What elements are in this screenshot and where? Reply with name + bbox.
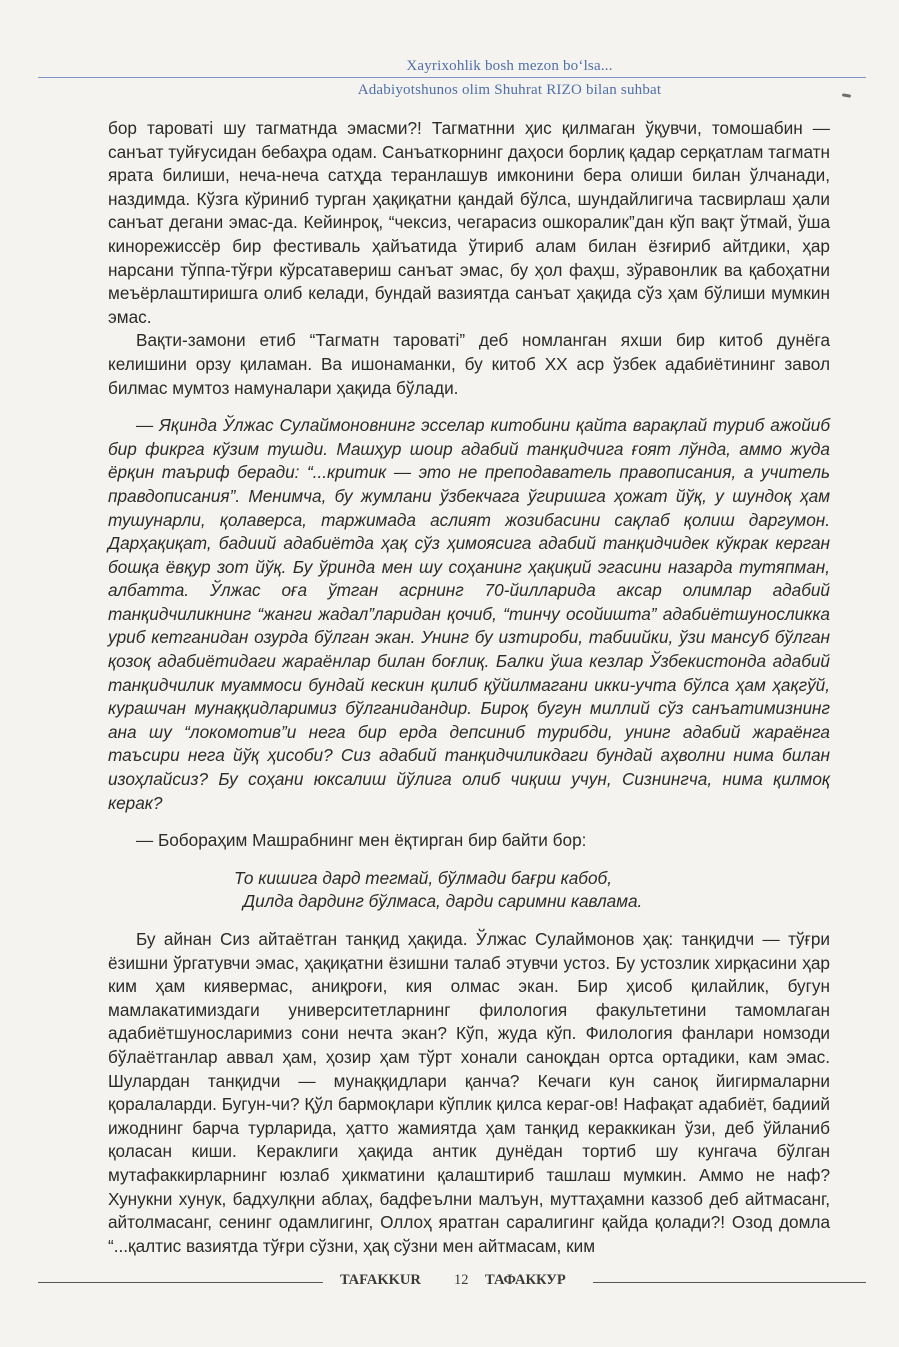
footer-rule-left	[38, 1282, 323, 1283]
interview-question: — Яқинда Ўлжас Сулаймоновнинг эсселар китобини қайта варақлай туриб ажойиб бир фикрга кўзим тушди. Машҳур шоир адабий танқидчига ғоят лўнда, аммо жуда ёрқин таъриф беради: “...критик — это не преподаватель правописания, а учитель правдописания”. Менимча, бу жумлани ўзбекчага ўгиришга ҳожат йўқ, у шундоқ ҳам тушунарли, қолаверса, таржимада аслият жозибасини сақлаб қолиш даргумон. Дарҳақиқат, бадиий адабиётда ҳақ сўз ҳимоясига адабий танқидчидек кўкрак керган бошқа ёвқур зот йўқ. Бу ўринда мен шу соҳанинг ҳақиқий эгасини назарда тутяпман, албатта. Ўлжас оға ўтган асрнинг 70-йилларида аксар олимлар адабий танқидчиликнинг “жанги жадал”ларидан қочиб, “тинчу осойишта” адабиётшуносликка уриб кетганидан озурда бўлган экан. Унинг бу изтироби, табиийки, ўзи мансуб бўлган қозоқ адабиётидаги жараёнлар билан боғлиқ. Балки ўша кезлар Ўзбекистонда адабий танқидчилик муаммоси бундай кескин қилиб қўйилмагани икки-учта бўлса ҳам ҳақгўй, курашчан мунаққидларимиз бўлганидандир. Бироқ бугун миллий сўз санъатимизнинг ана шу “локомотив”и нега бир ерда депсиниб турибди, унинг адабий жараёнга таъсири нега йўқ ҳисоби? Сиз адабий танқидчиликдаги бундай аҳволни нима билан изоҳлайсиз? Бу соҳани юксалиш йўлига олиб чиқиш учун, Сизнингча, нима қилмоқ керак?	[108, 415, 830, 813]
page-footer	[38, 1272, 866, 1292]
running-title-interview: Adabiyotshunos olim Shuhrat RIZO bilan suhbat	[357, 82, 662, 98]
magazine-name-cyrillic: ТАФАККУР	[485, 1272, 566, 1288]
page-number: 12	[454, 1272, 469, 1288]
verse-line: То кишига дард тегмай, бўлмади бағри кабоб,	[234, 867, 612, 888]
footer-rule-right	[593, 1282, 866, 1283]
interview-answer-intro: — Бобораҳим Машрабнинг мен ёқтирган бир байти бор:	[136, 830, 587, 851]
verse-couplet	[108, 867, 830, 914]
article-body	[108, 117, 830, 1258]
header-divider	[38, 77, 866, 78]
paragraph: бор тароватi шу тагматнда эмасми?! Тагматнни ҳис қилмаган ўқувчи, томошабин — санъат туйғусидан бебаҳра одам. Санъаткорнинг даҳоси борлиқ қадар серқатлам тагматн ярата билиши, неча-неча сатҳда теранлашув имконини бера олиши билан ўлчанади, наздимда. Кўзга кўриниб турган ҳақиқатни қандай бўлса, шундайлигича тасвирлаш ҳали санъат дегани эмас-да. Кейинроқ, “чексиз, чегарасиз ошкоралик”дан кўп вақт ўтмай, ўша кинорежиссёр бир фестиваль ҳайъатида ўтириб алам билан ёзғириб айтдики, ҳар нарсани тўппа-тўғри кўрсатавериш санъат эмас, бу ҳол фаҳш, зўравонлик ва қабоҳатни меъёрлаштиришга олиб келади, бундай вазиятда санъат ҳақида сўз ҳам бўлиши мумкин эмас.	[108, 118, 830, 327]
magazine-name-latin: TAFAKKUR	[340, 1272, 421, 1288]
paragraph: Вақти-замони етиб “Тагматн тароватi” деб номланган яхши бир китоб дунёга келишини орзу қиламан. Ва ишонаманки, бу китоб XX аср ўзбек адабиётининг завол билмас мумтоз намуналари ҳақида бўлади.	[108, 330, 830, 398]
verse-line: Дилда дардинг бўлмаса, дарди саримни кавлама.	[243, 891, 643, 912]
paragraph: Бу айнан Сиз айтаётган танқид ҳақида. Ўлжас Сулаймонов ҳақ: танқидчи — тўғри ёзишни ўргатувчи эмас, ҳақиқатни ёзишни талаб этувчи устоз. Бу устозлик хирқасини ҳар ким ҳам киявермас, аниқроғи, кия олмас экан. Бир ҳисоб қилайлик, бугун мамлакатимиздаги университетларнинг филология факультетини тамомлаган адабиётшуносларимиз сони нечта экан? Кўп, жуда кўп. Филология фанлари номзоди бўлаётганлар аввал ҳам, ҳозир ҳам тўрт хонали саноқдан ортса ортадики, кам эмас. Шулардан танқидчи — мунаққидлари қанча? Кечаги кун саноқ йигирмаларни қоралаларди. Бугун-чи? Қўл бармоқлари кўплик қилса кераг-ов! Нафақат адабиёт, бадиий ижоднинг барча турларида, ҳатто жамиятда ҳам танқид кераккикан ўзи, деб ўйланиб қоласан киши. Кераклиги ҳақида антик дунёдан тортиб шу кунгача бўлган мутафаккирларнинг юзлаб ҳикматини қалаштириб ташлаш мумкин. Аммо не наф? Хунукни хунук, бадхулқни аблаҳ, бадфеълни малъун, муттаҳамни каззоб деб айтмасанг, айтолмасанг, сенинг одамлигинг, Оллоҳ яратган саралигинг қайда қолади?! Озод домла “...қалтис вазиятда тўғри сўзни, ҳақ сўзни мен айтмасам, ким	[108, 929, 830, 1256]
running-title-article: Xayrixohlik bosh mezon bo‘lsa...	[406, 58, 613, 74]
